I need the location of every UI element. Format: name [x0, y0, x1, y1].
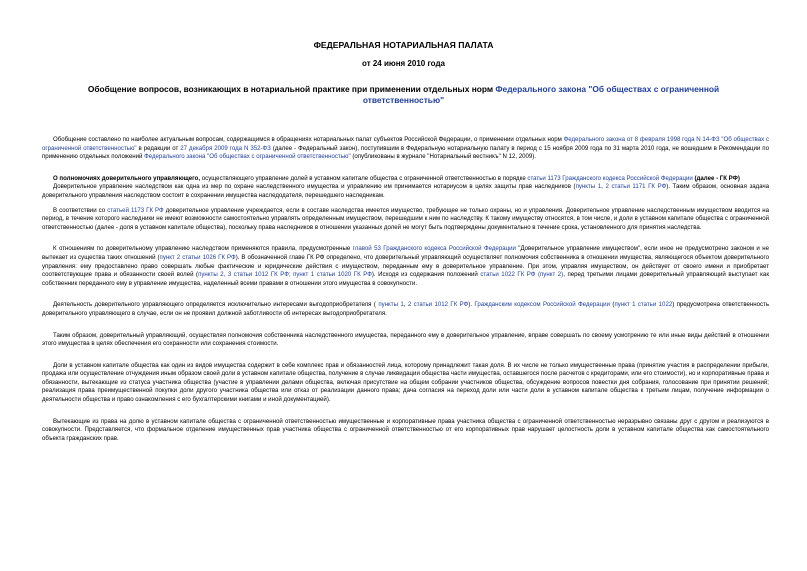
text: ). В обозначенной главе ГК РФ определено, что доверительный управляющий осуществляет полномочия собственника в отношении имущества, являющегося объектом доверительного управления: ему предоставлено право совершать любые фактические и юридические действия с имуществом, переданным ему в доверительное управление. При этом, управляя имуществом, он действует от своего имени и приобретает соответствующие права и обязанности своей волей (	[42, 253, 769, 279]
text: Доли в уставном капитале общества как один из видов имущества содержит в себе комплекс прав и обязанностей лица, которому принадлежит такая доля. В их числе не только имущественные права (принятие участия в распределении прибыли, продажа или осуществление отчуждения иным образом своей доли в уставном капитале общества, получение в случае ликвидации общества части имущества, оставшегося после расчетов с кредиторами, или его стоимости), но и корпоративные права и обязанности, вытекающие из статуса участника общества (участие в управлении делами общества, включая присутствие на общем собрании участников общества, обсуждение вопросов повестки дня собрания, голосование при принятии решений; реализация права преимущественной покупки доли другого участника общества или отказ от реализации данного права; дача согласия на переход доли или части доли в уставном капитале общества к третьим лицам, получение информации о деятельности общества и право ознакомления с его бухгалтерскими книгами и иной документацией).	[42, 361, 769, 404]
text: ). Таким образом, основная задача доверительного управления наследством состоит в сохранении имущества наследодателя, перешедшего наследникам.	[42, 183, 770, 199]
text: К отношениям по доверительному управлению наследством применяются правила, предусмотренные	[53, 245, 353, 253]
section-heading-bold: О полномочиях доверительного управляющего,	[53, 174, 201, 182]
law-link[interactable]: Федерального закона "Об обществах с ограниченной ответственностью"	[144, 153, 351, 161]
paragraph	[42, 183, 769, 200]
abbreviation-bold: (далее - ГК РФ)	[692, 174, 740, 182]
text: , перед третьими лицами доверительный управляющий выступает как собственник переданного ему в управление имущества, наделенный всеми правами в отношении этого имущества в совокупности.	[42, 271, 769, 287]
text: Деятельность доверительного управляющего определяется исключительно интересами выгодоприобретателя (	[53, 301, 379, 309]
text: осуществляющего управление долей в уставном капитале общества с ограниченной ответственностью в порядке	[200, 174, 528, 182]
text: (	[610, 301, 615, 309]
paragraph	[42, 245, 769, 288]
document-date: от 24 июня 2010 года	[362, 59, 445, 68]
organization-heading: ФЕДЕРАЛЬНАЯ НОТАРИАЛЬНАЯ ПАЛАТА	[313, 40, 494, 50]
text: Таким образом, доверительный управляющий, осуществляя полномочия собственника наследственного имущества, переданного ему в доверительное управление, вправе совершать по своему усмотрению те или иные виды действий в отношении этого имущества в целях обеспечения его сохранности или сохранения стоимости.	[42, 331, 769, 348]
paragraph	[42, 418, 769, 444]
text: В соответствии со	[53, 206, 108, 214]
spacer	[42, 349, 769, 362]
article-link[interactable]: пункты 1	[575, 183, 602, 191]
title-law-link[interactable]: Федерального закона "Об обществах с ограниченной ответственностью"	[362, 84, 720, 105]
section-heading	[42, 175, 769, 184]
text: доверительное управление учреждается, если в составе наследства имеется имущество, требующее не только охраны, но и управления. Доверительное управление наследственным имуществом вводится на период, в течение которого наследники не имеют возможности самостоятельно управлять определенным имуществом, перешедшим к ним по наследству. К такому имуществу относятся, в том числе, и доли в уставном капитале общества с ограниченной ответственностью (далее - доля в уставном капитале общества), поскольку права наследников в отношении указанных долей не могут быть подтверждены документально в течение срока, установленного для принятия наследства.	[42, 206, 769, 231]
article-link[interactable]: пункт 1 статьи 1022	[614, 301, 673, 309]
paragraph	[42, 301, 769, 318]
article-link[interactable]: 2 статьи 1171 ГК РФ	[605, 183, 667, 191]
text: ) предусмотрена ответственность доверительного управляющего в случае, если он не проявил должной заботливости об интересах выгодоприобретателя.	[42, 301, 770, 317]
text: ,	[601, 183, 606, 191]
article-link[interactable]: статьей 1173 ГК РФ	[107, 206, 164, 214]
spacer	[42, 405, 769, 418]
amendment-link[interactable]: 27 декабря 2009 года N 352-ФЗ	[180, 144, 271, 152]
paragraph	[42, 332, 769, 349]
paragraph	[42, 362, 769, 405]
text: в редакции от	[136, 144, 181, 152]
title-text: Обобщение вопросов, возникающих в нотариальной практике при применении отдельных норм	[87, 84, 496, 94]
text: Вытекающие из права на долю в уставном капитале общества с ограниченной ответственностью имущественные и корпоративные права участника общества с ограниченной ответственностью неразрывно связаны друг с другом и реализуются в совокупности. Представляется, что формальное отделение имущественных прав участника общества с ограниченной ответственностью от его корпоративных прав нарушает целостность доли в уставном капитале общества как самостоятельного объекта гражданских прав.	[42, 417, 769, 442]
law-link[interactable]: Федерального закона от 8 февраля 1998 года N 14-ФЗ "Об обществах с ограниченной ответственностью"	[42, 136, 769, 152]
chapter-link[interactable]: главой 53 Гражданского кодекса Российской Федерации	[352, 245, 516, 253]
paragraph	[42, 207, 769, 233]
text: ).	[468, 301, 475, 309]
spacer	[42, 319, 769, 332]
text: "Доверительное управление имуществом", если иное не предусмотрено законом и не вытекает из существа таких отношений (	[42, 245, 769, 261]
article-link[interactable]: пункты 2, 3 статьи 1012 ГК РФ; пункт 1 статьи 1020 ГК РФ	[198, 271, 372, 279]
article-link[interactable]: пункт 2 статьи 1026 ГК РФ	[159, 253, 236, 261]
spacer	[42, 232, 769, 245]
code-article-link[interactable]: статьи 1173 Гражданского кодекса Российской Федерации	[527, 174, 693, 182]
text: Доверительное управление наследством как одна из мер по охране наследственного имущества и управлению им принимается нотариусом в целях защиты прав наследников (	[53, 183, 576, 191]
article-link[interactable]: статьи 1022 ГК РФ (пункт 2)	[480, 271, 564, 279]
spacer	[42, 162, 769, 175]
code-link[interactable]: Гражданским кодексом Российской Федерации	[474, 301, 610, 309]
paragraph-intro	[42, 136, 769, 162]
document-body	[42, 136, 769, 443]
article-link[interactable]: 2 статьи 1012 ГК РФ	[407, 301, 469, 309]
article-link[interactable]: пункты 1	[378, 301, 404, 309]
text: ). Исходя из содержания положений	[371, 271, 481, 279]
document-title	[60, 84, 747, 106]
text: Обобщение составлено по наиболее актуальным вопросам, содержащимся в обращениях нотариальных палат субъектов Российской Федерации, о применении отдельных норм	[53, 136, 564, 143]
text: ,	[403, 301, 408, 309]
text: (далее - Федеральный закон), поступившим в Федеральную нотариальную палату в период с 15 ноября 2009 года по 31 марта 2010 года, не вошедшим в Рекомендации по применению отдельных положений	[42, 144, 769, 161]
spacer	[42, 288, 769, 301]
text: (опубликованы в журнале "Нотариальный вестникъ" N 12, 2009).	[350, 153, 536, 161]
